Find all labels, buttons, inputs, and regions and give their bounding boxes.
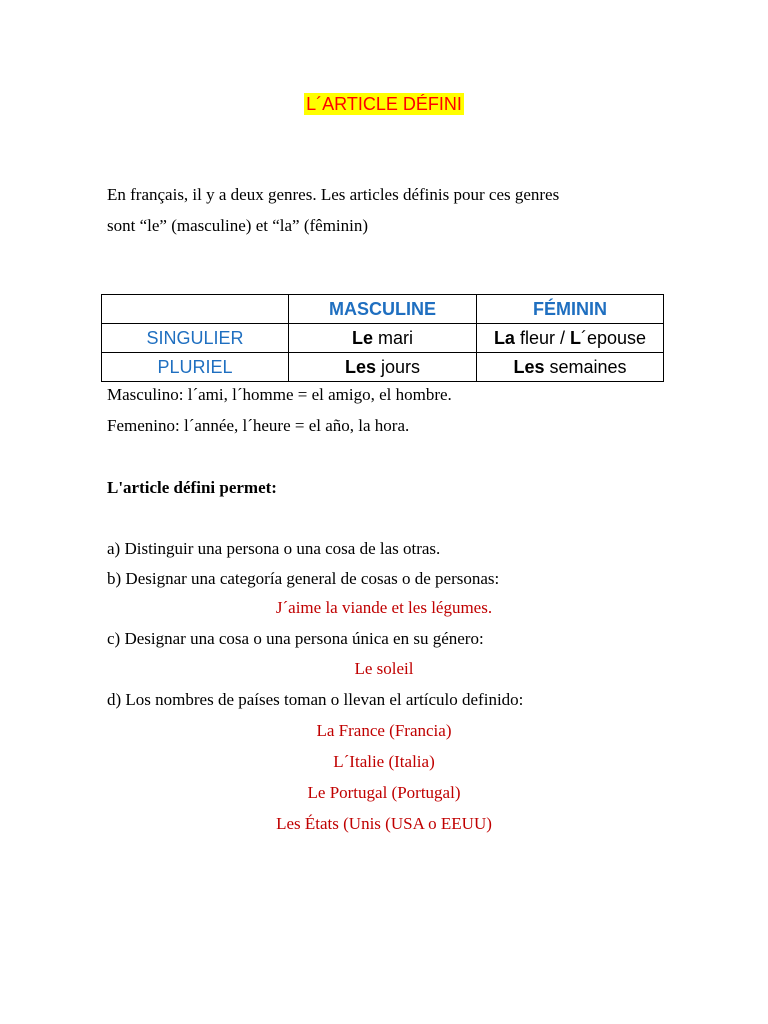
cell-pluriel-masculine (289, 353, 477, 382)
noun-word: jours (376, 356, 421, 377)
article-word: L (569, 327, 581, 348)
noun-word: mari (373, 327, 413, 348)
cell-singulier-masculine (289, 324, 477, 353)
country-example: La France (Francia) (316, 721, 452, 740)
row-label-singulier: SINGULIER (102, 324, 289, 353)
cell-singulier-feminin (477, 324, 664, 353)
article-word: Le (351, 327, 373, 348)
table-corner-cell (102, 295, 289, 324)
article-table (101, 294, 664, 382)
row-label-pluriel: PLURIEL (102, 353, 289, 382)
title-block (0, 93, 768, 115)
table-row (102, 324, 664, 353)
country-example: Les États (Unis (USA o EEUU) (276, 814, 492, 833)
intro-line-1: En français, il y a deux genres. Les articles définis pour ces genres (107, 185, 560, 204)
country-example: Le Portugal (Portugal) (307, 783, 461, 802)
item-a: a) Distinguir una persona o una cosa de las otras. (107, 539, 441, 558)
table-header-row (102, 295, 664, 324)
article-word: Les (344, 356, 376, 377)
cell-pluriel-feminin (477, 353, 664, 382)
article-word: Les (513, 356, 545, 377)
header-masculine: MASCULINE (289, 295, 477, 324)
noun-word: ´epouse (580, 327, 647, 348)
noun-word: semaines (544, 356, 627, 377)
intro-line-2: sont “le” (masculine) et “la” (fêminin) (107, 216, 369, 235)
item-c: c) Designar una cosa o una persona única en su género: (107, 629, 484, 648)
country-example: L´Italie (Italia) (333, 752, 435, 771)
item-b-example: J´aime la viande et les légumes. (275, 598, 493, 617)
page-title: L´ARTICLE DÉFINI (306, 94, 462, 114)
note-femenino: Femenino: l´année, l´heure = el año, la hora. (107, 416, 410, 435)
article-word: La (493, 327, 515, 348)
item-c-example: Le soleil (354, 659, 414, 678)
header-feminin: FÉMININ (477, 295, 664, 324)
note-masculino: Masculino: l´ami, l´homme = el amigo, el hombre. (107, 385, 452, 404)
item-b: b) Designar una categoría general de cosas o de personas: (107, 569, 500, 588)
permet-heading: L'article défini permet: (107, 478, 277, 497)
noun-word: fleur / (514, 327, 570, 348)
table-row (102, 353, 664, 382)
item-d: d) Los nombres de países toman o llevan el artículo definido: (107, 690, 524, 709)
